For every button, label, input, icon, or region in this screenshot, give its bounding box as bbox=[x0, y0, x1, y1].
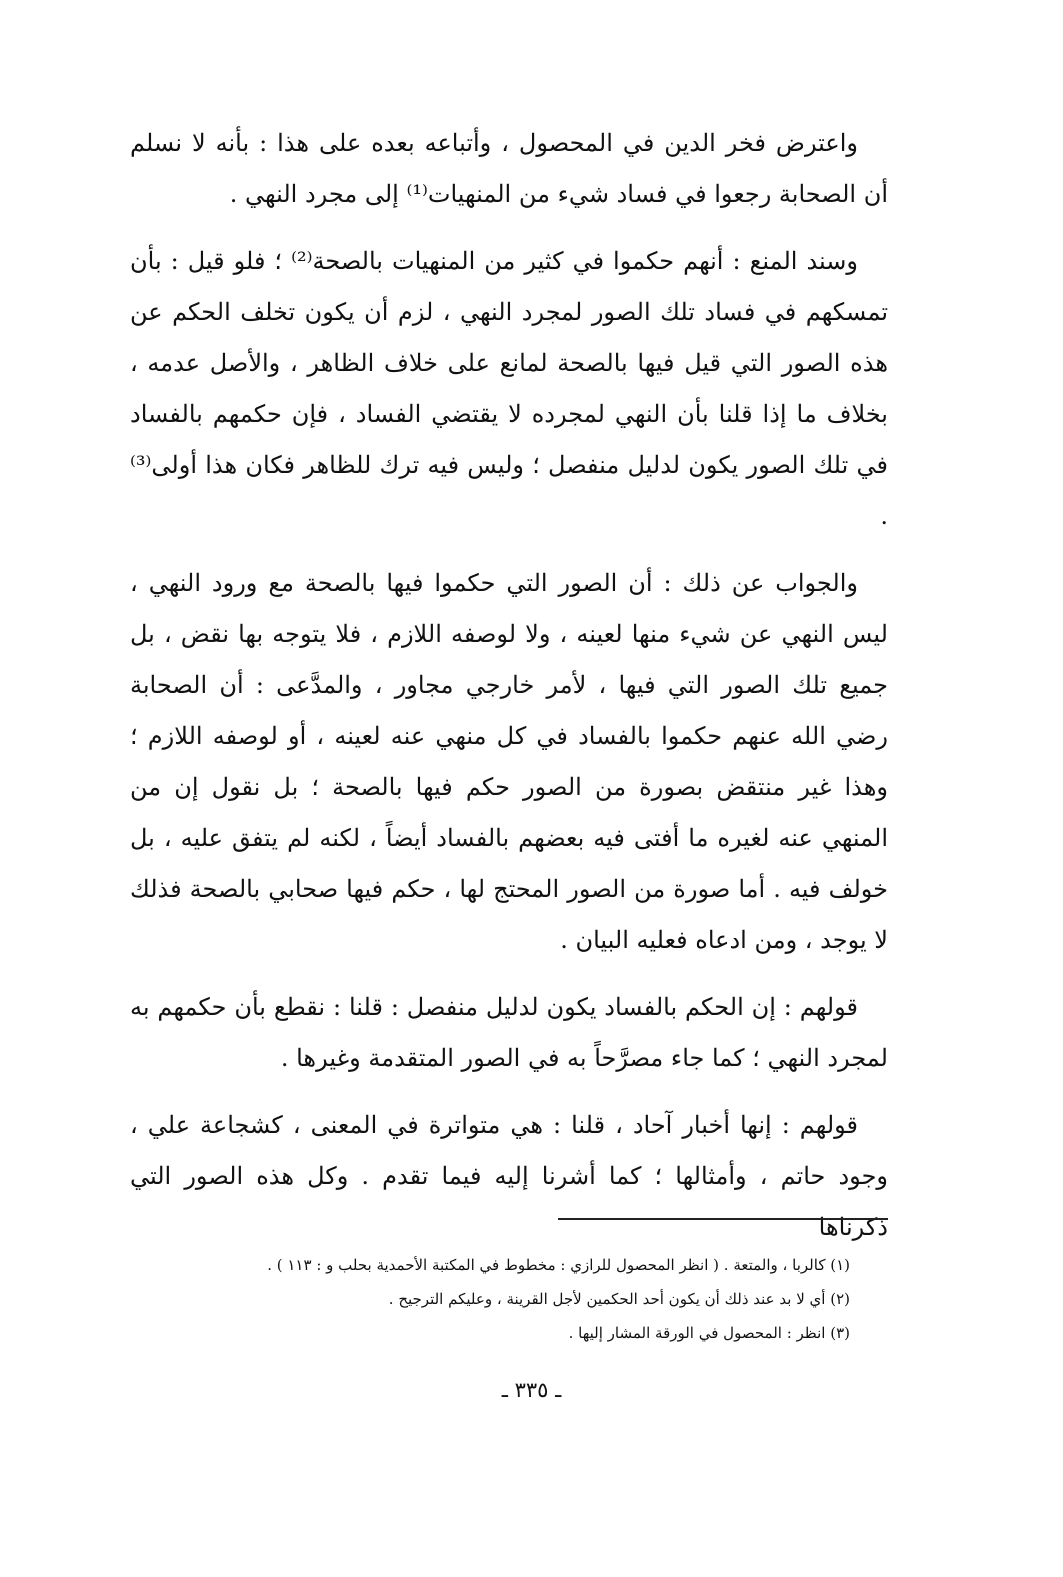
main-text bbox=[130, 118, 888, 1269]
footnote-1: (١) كالربا ، والمتعة . ( انظر المحصول للرازي : مخطوط في المكتبة الأحمدية بحلب و : ١١٣ ) . bbox=[267, 1256, 850, 1274]
footnote-3: (٣) انظر : المحصول في الورقة المشار إليها . bbox=[568, 1324, 850, 1342]
paragraph-4: قولهم : إن الحكم بالفساد يكون لدليل منفصل : قلنا : نقطع بأن حكمهم به لمجرد النهي ؛ كما جاء مصرَّحاً به في الصور المتقدمة وغيرها . bbox=[130, 993, 888, 1072]
paragraph-3: والجواب عن ذلك : أن الصور التي حكموا فيها بالصحة مع ورود النهي ، ليس النهي عن شيء منها لعينه ، ولا لوصفه اللازم ، فلا يتوجه بها نقض ، بل جميع تلك الصور التي فيها ، لأمر خارجي مجاور ، والمدَّعى : أن الصحابة رضي الله عنهم حكموا بالفساد في كل منهي عنه لعينه ، أو لوصفه اللازم ؛ وهذا غير منتقض بصورة من الصور حكم فيها بالصحة ؛ بل نقول إن من المنهي عنه لغيره ما أفتى فيه بعضهم بالفساد أيضاً ، لكنه لم يتفق عليه ، بل خولف فيه . أما صورة من الصور المحتج لها ، حكم فيها صحابي بالصحة فذلك لا يوجد ، ومن ادعاه فعليه البيان . bbox=[130, 569, 888, 954]
paragraph-1: واعترض فخر الدين في المحصول ، وأتباعه بعده على هذا : بأنه لا نسلم أن الصحابة رجعوا في فساد شيء من المنهيات⁽¹⁾ إلى مجرد النهي . bbox=[130, 129, 888, 208]
footnote-2: (٢) أي لا بد عند ذلك أن يكون أحد الحكمين لأجل القرينة ، وعليكم الترجيح . bbox=[388, 1290, 850, 1308]
page-number: ـ ٣٣٥ ـ bbox=[501, 1378, 562, 1402]
footnotes bbox=[130, 1248, 850, 1350]
paragraph-2: وسند المنع : أنهم حكموا في كثير من المنهيات بالصحة⁽²⁾ ؛ فلو قيل : بأن تمسكهم في فساد تلك الصور لمجرد النهي ، لزم أن يكون تخلف الحكم عن هذه الصور التي قيل فيها بالصحة لمانع على خلاف الظاهر ، والأصل عدمه ، بخلاف ما إذا قلنا بأن النهي لمجرده لا يقتضي الفساد ، فإن حكمهم بالفساد في تلك الصور يكون لدليل منفصل ؛ وليس فيه ترك للظاهر فكان هذا أولى⁽³⁾ . bbox=[130, 247, 888, 530]
footnote-separator bbox=[558, 1218, 888, 1220]
paragraph-5: قولهم : إنها أخبار آحاد ، قلنا : هي متواترة في المعنى ، كشجاعة علي ، وجود حاتم ، وأمثالها ؛ كما أشرنا إليه فيما تقدم . وكل هذه الصور التي ذكرناها bbox=[130, 1111, 888, 1241]
